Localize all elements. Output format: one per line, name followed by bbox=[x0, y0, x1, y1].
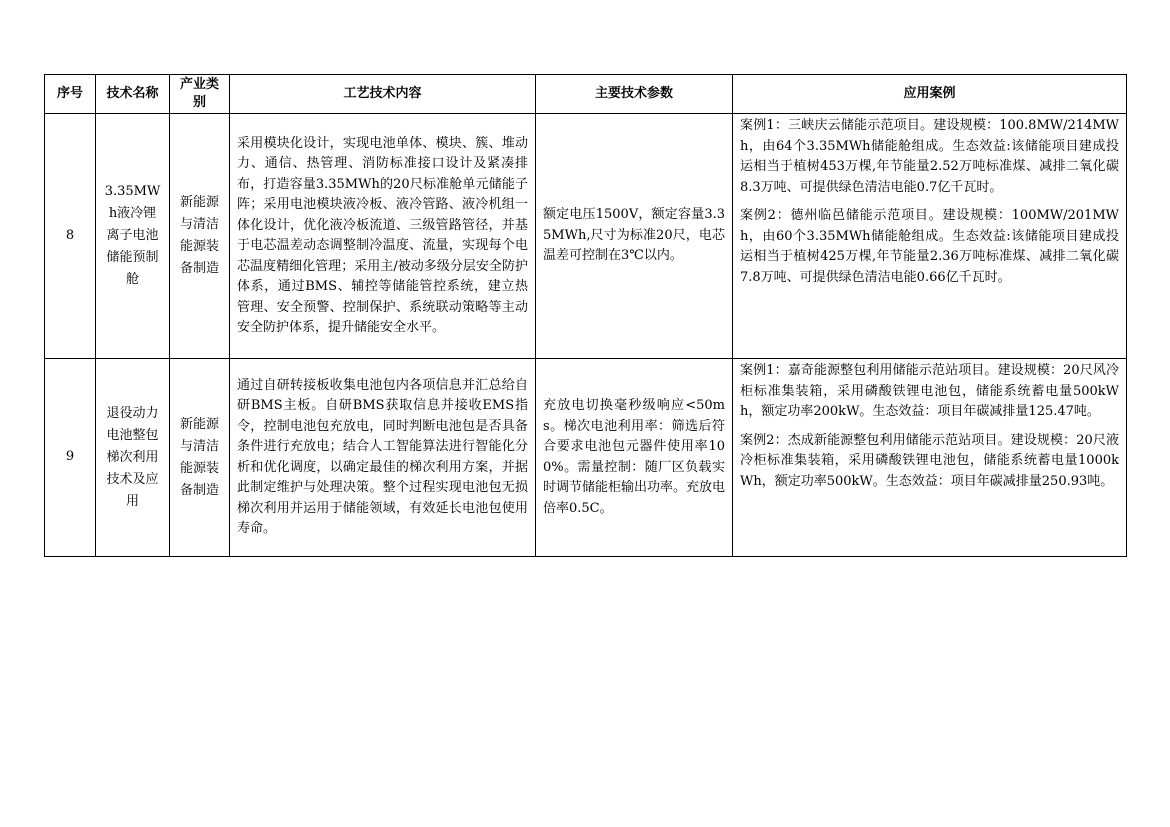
header-tech-name: 技术名称 bbox=[96, 75, 170, 114]
row-number: 8 bbox=[45, 114, 96, 359]
technology-table bbox=[44, 74, 1127, 557]
table-row bbox=[45, 114, 1127, 359]
application-cases bbox=[733, 114, 1127, 359]
case-item: 案例1：嘉奇能源整包利用储能示范站项目。建设规模：20尺风冷柜标准集装箱，采用磷酸铁锂电池包，储能系统蓄电量500kWh，额定功率200kW。生态效益：项目年碳减排量125.47吨。 bbox=[740, 363, 1119, 419]
industry-category: 新能源与清洁能源装备制造 bbox=[170, 114, 230, 359]
header-params: 主要技术参数 bbox=[536, 75, 733, 114]
process-content: 通过自研转接板收集电池包内各项信息并汇总给自研BMS主板。自研BMS获取信息并接收EMS指令，控制电池包充放电，同时判断电池包是否具备条件进行充放电；结合人工智能算法进行智能化分析和优化调度，以确定最佳的梯次利用方案，并据此制定维护与处理决策。整个过程实现电池包无损梯次利用并运用于储能领域，有效延长电池包使用寿命。 bbox=[230, 359, 536, 557]
header-row bbox=[45, 75, 1127, 114]
main-params: 充放电切换毫秒级响应<50ms。梯次电池利用率：筛选后符合要求电池包元器件使用率100%。需量控制：随厂区负载实时调节储能柜输出功率。充放电倍率0.5C。 bbox=[536, 359, 733, 557]
case-item: 案例2：德州临邑储能示范项目。建设规模：100MW/201MWh，由60个3.35MWh储能舱组成。生态效益:该储能项目建成投运相当于植树425万棵,年节能量2.36万吨标准煤、减排二氧化碳7.8万吨、可提供绿色清洁电能0.66亿千瓦时。 bbox=[740, 208, 1119, 285]
main-params: 额定电压1500V，额定容量3.35MWh,尺寸为标准20尺，电芯温差可控制在3℃以内。 bbox=[536, 114, 733, 359]
case-item: 案例1：三峡庆云储能示范项目。建设规模：100.8MW/214MWh，由64个3.35MWh储能舱组成。生态效益:该储能项目建成投运相当于植树453万棵,年节能量2.52万吨标准煤、减排二氧化碳8.3万吨、可提供绿色清洁电能0.7亿千瓦时。 bbox=[740, 118, 1119, 195]
header-process: 工艺技术内容 bbox=[230, 75, 536, 114]
process-content: 采用模块化设计，实现电池单体、模块、簇、堆动力、通信、热管理、消防标准接口设计及紧凑排布，打造容量3.35MWh的20尺标准舱单元储能子阵；采用电池模块液冷板、液冷管路、液冷机组一体化设计，优化液冷板流道、三级管路管径，并基于电芯温差动态调整制冷温度、流量，实现每个电芯温度精细化管理；采用主/被动多级分层安全防护体系，通过BMS、辅控等储能管控系统，建立热管理、安全预警、控制保护、系统联动策略等主动安全防护体系，提升储能安全水平。 bbox=[230, 114, 536, 359]
header-cases: 应用案例 bbox=[733, 75, 1127, 114]
case-item: 案例2：杰成新能源整包利用储能示范站项目。建设规模：20尺液冷柜标准集装箱，采用磷酸铁锂电池包，储能系统蓄电量1000kWh，额定功率500kW。生态效益：项目年碳减排量250.93吨。 bbox=[740, 432, 1119, 489]
tech-name: 退役动力电池整包梯次利用技术及应用 bbox=[96, 359, 170, 557]
header-industry: 产业类别 bbox=[170, 75, 230, 114]
header-no: 序号 bbox=[45, 75, 96, 114]
industry-category: 新能源与清洁能源装备制造 bbox=[170, 359, 230, 557]
tech-name: 3.35MWh液冷锂离子电池储能预制舱 bbox=[96, 114, 170, 359]
row-number: 9 bbox=[45, 359, 96, 557]
table-row bbox=[45, 359, 1127, 557]
application-cases bbox=[733, 359, 1127, 557]
